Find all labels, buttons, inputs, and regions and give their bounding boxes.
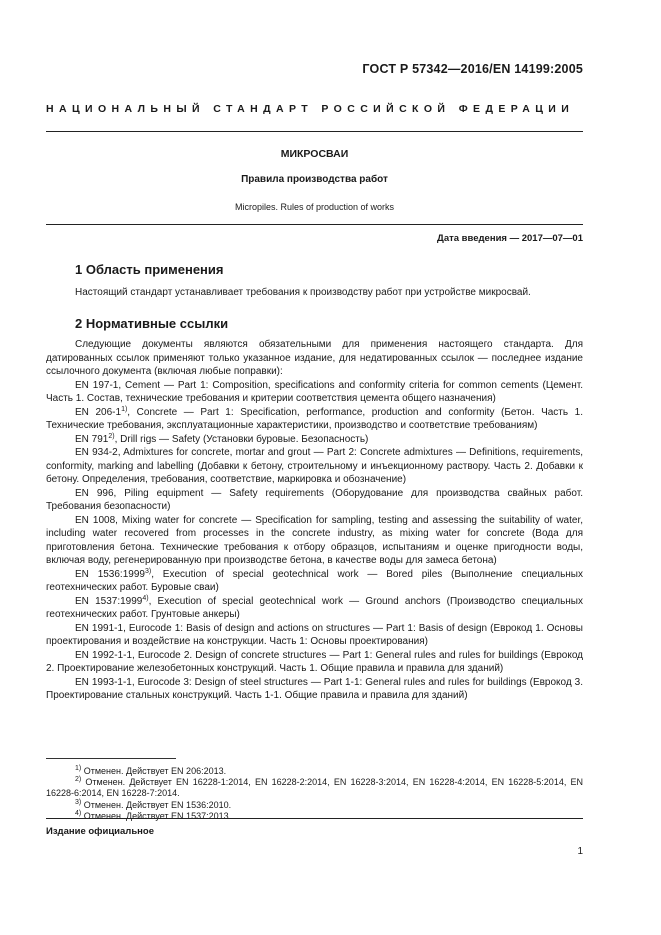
footnote-text: Отменен. Действует EN 16228-1:2014, EN 16228-2:2014, EN 16228-3:2014, EN 16228-4:2014, EN 16228-5:2014, EN 16228-6:2014, EN 16228-7:2014.	[46, 777, 583, 799]
reference-item: EN 1992-1-1, Eurocode 2. Design of concrete structures — Part 1: General rules and rules for buildings (Еврокод 2. Проектирование железобетонных конструкций. Часть 1. Общие правила и правила для зданий)	[46, 649, 583, 674]
reference-item	[46, 433, 583, 447]
title-rule	[46, 224, 583, 225]
footnote-marker: 1)	[121, 405, 128, 413]
reference-code: EN 1537:1999	[75, 595, 143, 607]
reference-item: EN 934-2, Admixtures for concrete, mortar and grout — Part 2: Concrete admixtures — Definitions, requirements, conformity, marking and labelling (Добавки к бетону, строительному и инъекционному раствору. Часть 2. Добавки к бетону. Определения, требования, соответствие, маркировка и обозначение)	[46, 447, 583, 485]
footnote	[46, 777, 583, 799]
footnote-text: Отменен. Действует EN 206:2013.	[81, 766, 227, 776]
header-rule-top	[46, 131, 583, 132]
document-title-english: Micropiles. Rules of production of works	[234, 202, 395, 212]
paragraph-intro: Следующие документы являются обязательными для применения настоящего стандарта. Для датированных ссылок применяют только указанное издание, для недатированных ссылок — последнее издание ссылочного документа (включая любые поправки):	[46, 339, 583, 377]
paragraph: Настоящий стандарт устанавливает требования к производству работ при устройстве микросвай.	[75, 287, 531, 298]
footnote-marker: 2)	[75, 776, 82, 784]
footnote-marker: 3)	[75, 798, 82, 806]
footnote-marker: 4)	[142, 594, 149, 602]
footnote	[46, 811, 583, 822]
section-2-text	[46, 338, 583, 703]
footnote-marker: 2)	[108, 432, 115, 440]
footnote-marker: 3)	[144, 567, 152, 575]
footnote-text: Отменен. Действует EN 1536:2010.	[81, 799, 232, 810]
section-1-heading: 1 Область применения	[75, 262, 224, 277]
section-2-heading: 2 Нормативные ссылки	[75, 316, 229, 331]
document-subtitle: Правила производства работ	[241, 174, 388, 185]
reference-code: EN 791	[75, 433, 109, 445]
footer-rule	[46, 818, 583, 819]
reference-item: EN 197-1, Cement — Part 1: Composition, specifications and conformity criteria for common cements (Цемент. Часть 1. Состав, технические требования и критерии соответствия цемента общего назначения)	[46, 379, 583, 404]
section-1-text	[46, 286, 583, 300]
reference-item: EN 1993-1-1, Eurocode 3: Design of steel structures — Part 1-1: General rules and rules for buildings (Еврокод 3. Проектирование стальных конструкций. Часть 1-1. Общие правила и правила для зданий)	[46, 676, 583, 701]
reference-item	[46, 568, 583, 595]
reference-code: EN 1536:1999	[75, 568, 145, 580]
reference-text: , Execution of special geotechnical work — Bored piles (Выполнение специальных геотехнических работ. Буровые сваи)	[46, 568, 583, 593]
reference-text: , Drill rigs — Safety (Установки буровые. Безопасность)	[114, 433, 369, 445]
reference-code: EN 206-1	[75, 406, 122, 418]
reference-item: EN 996, Piling equipment — Safety requirements (Оборудование для производства свайных работ. Требования безопасности)	[46, 487, 583, 512]
footnote	[46, 800, 583, 811]
footnote-marker: 4)	[75, 809, 82, 817]
reference-text: , Concrete — Part 1: Specification, performance, production and conformity (Бетон. Часть 1. Технические требования, эксплуатационные характеристики, производство и соответствие требованиям)	[46, 406, 584, 431]
introduction-date: Дата введения — 2017—07—01	[437, 233, 583, 244]
national-standard-banner: НАЦИОНАЛЬНЫЙ СТАНДАРТ РОССИЙСКОЙ ФЕДЕРАЦИИ	[46, 103, 575, 115]
reference-item: EN 1008, Mixing water for concrete — Specification for sampling, testing and assessing the suitability of water, including water recovered from processes in the concrete industry, as mixing water for concrete (Вода для приготовления бетона. Технические требования к отбору образцов, испытаниям и оценке пригодности воды, включая воду, регенерированную при производстве бетона, в качестве воды для замеса бетона)	[46, 514, 583, 566]
reference-item: EN 1991-1, Eurocode 1: Basis of design and actions on structures — Part 1: Basis of design (Еврокод 1. Основы проектирования и воздействие на конструкции. Часть 1: Основы проектирования)	[46, 622, 583, 647]
reference-item	[46, 406, 583, 433]
footnotes	[46, 766, 583, 822]
document-title: МИКРОСВАИ	[280, 148, 349, 160]
footnote-text: Отменен. Действует EN 1537:2013.	[81, 810, 232, 821]
reference-text: , Execution of special geotechnical work — Ground anchors (Производство специальных геотехнических работ. Грунтовые анкеры)	[46, 595, 583, 620]
footnote	[46, 766, 583, 777]
footnote-marker: 1)	[75, 765, 82, 772]
standard-code: ГОСТ Р 57342—2016/EN 14199:2005	[362, 62, 583, 76]
footnote-rule	[46, 758, 176, 759]
official-edition-label: Издание официальное	[46, 826, 154, 837]
page-number: 1	[577, 846, 583, 857]
reference-item	[46, 595, 583, 622]
